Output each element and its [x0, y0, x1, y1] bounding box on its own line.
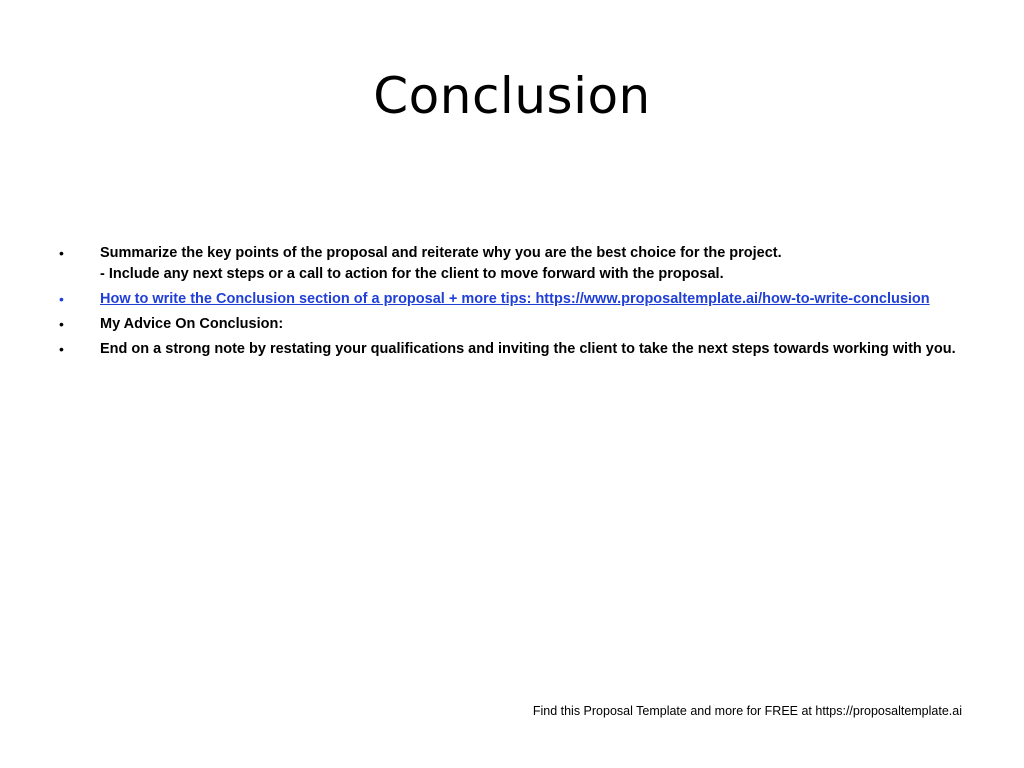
bullet-item-advice-heading: [56, 314, 956, 335]
bullet-icon: •: [59, 341, 64, 357]
bullet-icon: •: [59, 291, 64, 307]
bullet-summary-line-2: - Include any next steps or a call to action for the client to move forward with the proposal.: [100, 266, 724, 282]
advice-text: End on a strong note by restating your qualifications and inviting the client to take the next steps towards working with you.: [100, 341, 956, 357]
bullet-icon: •: [59, 316, 64, 332]
bullet-item-link: [56, 289, 956, 310]
advice-heading: My Advice On Conclusion:: [100, 316, 284, 332]
bullet-summary-line-1: Summarize the key points of the proposal and reiterate why you are the best choice for the project.: [100, 245, 782, 261]
bullet-list: [56, 243, 956, 364]
bullet-item-advice: [56, 339, 956, 360]
bullet-item-summary: [56, 243, 956, 285]
footer-note: Find this Proposal Template and more for FREE at https://proposaltemplate.ai: [532, 704, 962, 718]
conclusion-guide-link[interactable]: How to write the Conclusion section of a proposal + more tips: https://www.proposaltemplate.ai/how-to-write-conclusion: [100, 291, 930, 307]
bullet-icon: •: [59, 245, 64, 261]
slide-title: Conclusion: [373, 67, 651, 125]
